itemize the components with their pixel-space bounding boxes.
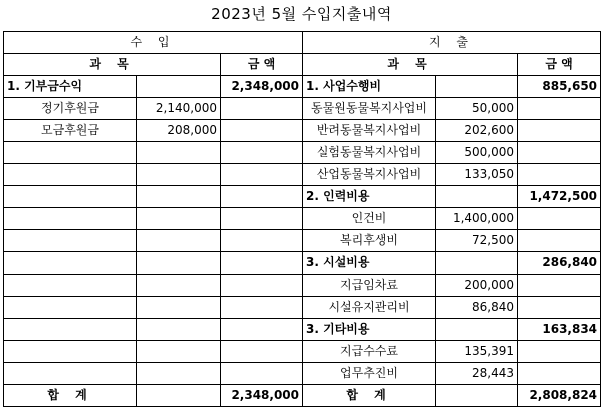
expense-total-amount: 2,808,824 xyxy=(518,384,601,406)
expense-item-header: 과 목 xyxy=(303,54,518,76)
income-item-label: 정기후원금 xyxy=(4,98,137,120)
table-row xyxy=(4,142,601,164)
expense-item-label: 업무추진비 xyxy=(303,362,436,384)
empty-cell xyxy=(221,318,303,340)
income-item-value: 208,000 xyxy=(137,120,221,142)
expense-section-header: 지 출 xyxy=(303,32,601,54)
empty-cell xyxy=(518,120,601,142)
empty-cell xyxy=(137,186,221,208)
empty-cell xyxy=(221,186,303,208)
expense-item-label: 실험동물복지사업비 xyxy=(303,142,436,164)
empty-cell xyxy=(436,186,518,208)
empty-cell xyxy=(518,208,601,230)
expense-item-label: 복리후생비 xyxy=(303,230,436,252)
empty-cell xyxy=(518,142,601,164)
empty-cell xyxy=(4,362,137,384)
total-row xyxy=(4,384,601,406)
expense-item-value: 133,050 xyxy=(436,164,518,186)
empty-cell xyxy=(518,98,601,120)
expense-category-label: 3. 시설비용 xyxy=(303,252,436,274)
empty-cell xyxy=(4,318,137,340)
expense-item-label: 지급임차료 xyxy=(303,274,436,296)
empty-cell xyxy=(137,362,221,384)
empty-cell xyxy=(221,98,303,120)
empty-cell xyxy=(4,296,137,318)
table-row xyxy=(4,164,601,186)
empty-cell xyxy=(4,252,137,274)
expense-item-value: 50,000 xyxy=(436,98,518,120)
table-row xyxy=(4,186,601,208)
empty-cell xyxy=(518,230,601,252)
table-row xyxy=(4,98,601,120)
expense-category-amount: 286,840 xyxy=(518,252,601,274)
expense-item-label: 인건비 xyxy=(303,208,436,230)
empty-cell xyxy=(4,340,137,362)
income-total-label: 합 계 xyxy=(4,384,137,406)
expense-item-value: 72,500 xyxy=(436,230,518,252)
empty-cell xyxy=(221,120,303,142)
table-row xyxy=(4,252,601,274)
empty-cell xyxy=(137,230,221,252)
expense-category-label: 3. 기타비용 xyxy=(303,318,436,340)
expense-item-value: 500,000 xyxy=(436,142,518,164)
expense-item-value: 86,840 xyxy=(436,296,518,318)
page-title: 2023년 5월 수입지출내역 xyxy=(211,5,392,23)
empty-cell xyxy=(518,362,601,384)
empty-cell xyxy=(137,318,221,340)
empty-cell xyxy=(137,340,221,362)
empty-cell xyxy=(221,230,303,252)
table-row xyxy=(4,296,601,318)
column-header-row xyxy=(4,54,601,76)
empty-cell xyxy=(137,142,221,164)
income-item-label: 모금후원금 xyxy=(4,120,137,142)
empty-cell xyxy=(436,252,518,274)
expense-item-value: 135,391 xyxy=(436,340,518,362)
expense-amount-header: 금 액 xyxy=(518,54,601,76)
expense-item-label: 동물원동물복지사업비 xyxy=(303,98,436,120)
table-row xyxy=(4,274,601,296)
table-row xyxy=(4,340,601,362)
expense-item-label: 시설유지관리비 xyxy=(303,296,436,318)
empty-cell xyxy=(4,274,137,296)
expense-category-label: 1. 사업수행비 xyxy=(303,76,436,98)
empty-cell xyxy=(137,252,221,274)
empty-cell xyxy=(4,230,137,252)
empty-cell xyxy=(221,208,303,230)
empty-cell xyxy=(221,252,303,274)
empty-cell xyxy=(436,318,518,340)
expense-item-value: 202,600 xyxy=(436,120,518,142)
empty-cell xyxy=(4,186,137,208)
empty-cell xyxy=(221,340,303,362)
table-row xyxy=(4,230,601,252)
empty-cell xyxy=(518,340,601,362)
empty-cell xyxy=(518,164,601,186)
expense-category-amount: 163,834 xyxy=(518,318,601,340)
income-section-header: 수 입 xyxy=(4,32,303,54)
table-row xyxy=(4,362,601,384)
empty-cell xyxy=(436,76,518,98)
section-header-row xyxy=(4,32,601,54)
expense-category-amount: 1,472,500 xyxy=(518,186,601,208)
empty-cell xyxy=(518,274,601,296)
empty-cell xyxy=(4,142,137,164)
empty-cell xyxy=(436,384,518,406)
expense-item-value: 28,443 xyxy=(436,362,518,384)
empty-cell xyxy=(221,362,303,384)
empty-cell xyxy=(137,296,221,318)
expense-item-value: 1,400,000 xyxy=(436,208,518,230)
income-category-amount: 2,348,000 xyxy=(221,76,303,98)
empty-cell xyxy=(137,164,221,186)
table-row xyxy=(4,318,601,340)
income-category-label: 1. 기부금수익 xyxy=(4,76,137,98)
empty-cell xyxy=(518,296,601,318)
expense-category-label: 2. 인력비용 xyxy=(303,186,436,208)
empty-cell xyxy=(137,76,221,98)
income-amount-header: 금 액 xyxy=(221,54,303,76)
empty-cell xyxy=(221,142,303,164)
empty-cell xyxy=(137,208,221,230)
income-expense-table xyxy=(3,31,601,407)
expense-category-amount: 885,650 xyxy=(518,76,601,98)
income-total-amount: 2,348,000 xyxy=(221,384,303,406)
expense-total-label: 합 계 xyxy=(303,384,436,406)
expense-item-label: 지급수수료 xyxy=(303,340,436,362)
empty-cell xyxy=(137,384,221,406)
expense-item-label: 반려동물복지사업비 xyxy=(303,120,436,142)
table-row xyxy=(4,76,601,98)
empty-cell xyxy=(221,274,303,296)
expense-item-label: 산업동물복지사업비 xyxy=(303,164,436,186)
empty-cell xyxy=(221,296,303,318)
table-row xyxy=(4,120,601,142)
table-row xyxy=(4,208,601,230)
income-item-header: 과 목 xyxy=(4,54,221,76)
empty-cell xyxy=(4,208,137,230)
income-item-value: 2,140,000 xyxy=(137,98,221,120)
empty-cell xyxy=(4,164,137,186)
expense-item-value: 200,000 xyxy=(436,274,518,296)
empty-cell xyxy=(137,274,221,296)
empty-cell xyxy=(221,164,303,186)
